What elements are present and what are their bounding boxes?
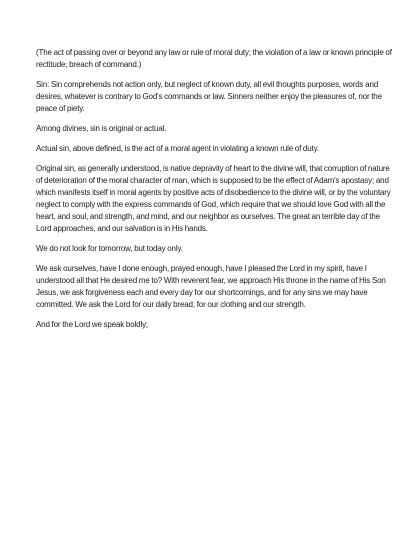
- paragraph-original-sin: Original sin, as generally understood, is native depravity of heart to the divine will, that corruption of nature of deterioration of the moral character of man, which is supposed to be the effect of Adam's apostasy; and which manifests itself in moral agents by positive acts of disobedience to the divine will, or by the voluntary neglect to comply with the express commands of God, which require that we should love God with all the heart, and soul, and strength, and mind, and our neighbor as ourselves. The great an terrible day of the Lord approaches, and our salvation is in His hands.: [36, 164, 391, 233]
- paragraph-among-divines: Among divines, sin is original or actual.: [36, 124, 167, 133]
- paragraph-we-ask: We ask ourselves, have I done enough, prayed enough, have I pleased the Lord in my spirit, have I understood all that He desired me to? With reverent fear, we approach His throne in the name of His Son Jesus, we ask forgiveness each and every day for our shortcomings, and for any sins we may have committed. We ask the Lord for our daily bread, for our clothing and our strength.: [36, 264, 386, 309]
- paragraph-sin-comprehends: Sin: Sin comprehends not action only, but neglect of known duty, all evil thoughts purposes, words and desires, whatever is contrary to God's commands or law. Sinners neither enjoy the pleasures of, nor the peace of piety.: [36, 80, 382, 113]
- paragraph-speak-boldly: And for the Lord we speak boldly;: [36, 320, 148, 329]
- paragraph-tomorrow: We do not look for tomorrow, but today only.: [36, 244, 183, 253]
- document-body: [36, 47, 396, 339]
- paragraph-definition: (The act of passing over or beyond any law or rule of moral duty; the violation of a law or known principle of rectitude; breach of command.): [36, 48, 392, 69]
- paragraph-actual-sin: Actual sin, above defined, is the act of a moral agent in violating a known rule of duty.: [36, 144, 319, 153]
